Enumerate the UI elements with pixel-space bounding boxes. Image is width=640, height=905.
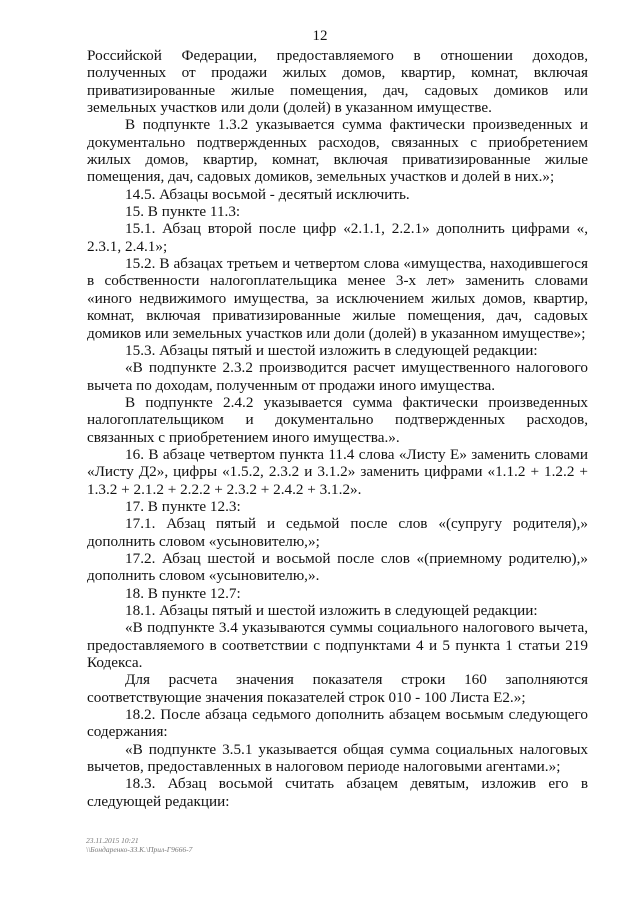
document-body	[87, 47, 588, 810]
paragraph: 18.1. Абзацы пятый и шестой изложить в следующей редакции:	[125, 602, 538, 619]
file-footer	[86, 836, 192, 854]
paragraph: 15.2. В абзацах третьем и четвертом слова «имущества, находившегося в собственности налогоплательщика менее 3-х лет» заменить словами «иного недвижимого имущества, за исключением жилых домов, квартир, комнат, включая приватизированные жилые помещения, дач, садовых домиков или земельных участков или доли (долей) в указанном имуществе»;	[87, 255, 588, 342]
paragraph: 15.1. Абзац второй после цифр «2.1.1, 2.2.1» дополнить цифрами «, 2.3.1, 2.4.1»;	[87, 220, 588, 255]
page-number: 12	[312, 28, 328, 44]
paragraph: 14.5. Абзацы восьмой - десятый исключить.	[125, 185, 410, 203]
paragraph: «В подпункте 2.3.2 производится расчет имущественного налогового вычета по доходам, полученным от продажи иного имущества.	[87, 359, 588, 394]
paragraph: Российской Федерации, предоставляемого в отношении доходов, полученных от продажи жилых домов, квартир, комнат, включая приватизированные жилые помещения, дач, садовых домиков или земельных участков или доли (долей) в указанном имуществе.	[87, 47, 588, 117]
paragraph: 15. В пункте 11.3:	[125, 203, 241, 221]
paragraph: 17.1. Абзац пятый и седьмой после слов «(супругу родителя),» дополнить словом «усыновителю,»;	[87, 515, 588, 550]
paragraph: 17. В пункте 12.3:	[125, 497, 241, 515]
paragraph: В подпункте 2.4.2 указывается сумма фактически произведенных налогоплательщиком и документально подтвержденных расходов, связанных с приобретением иного имущества.».	[87, 393, 588, 446]
paragraph: 16. В абзаце четвертом пункта 11.4 слова «Листу Е» заменить словами «Листу Д2», цифры «1.5.2, 2.3.2 и 3.1.2» заменить цифрами «1.1.2 + 1.2.2 + 1.3.2 + 2.1.2 + 2.2.2 + 2.3.2 + 2.4.2 + 3.1.2».	[87, 445, 588, 498]
paragraph: 18.2. После абзаца седьмого дополнить абзацем восьмым следующего содержания:	[87, 706, 588, 741]
paragraph: 15.3. Абзацы пятый и шестой изложить в следующей редакции:	[125, 341, 538, 359]
paragraph: Для расчета значения показателя строки 160 заполняются соответствующие значения показателей строк 010 - 100 Листа Е2.»;	[87, 671, 588, 706]
paragraph: «В подпункте 3.4 указываются суммы социального налогового вычета, предоставляемого в соответствии с подпунктами 4 и 5 пункта 1 статьи 219 Кодекса.	[87, 619, 588, 672]
paragraph: 17.2. Абзац шестой и восьмой после слов «(приемному родителю),» дополнить словом «усыновителю,».	[87, 549, 588, 585]
paragraph: «В подпункте 3.5.1 указывается общая сумма социальных налоговых вычетов, предоставленных в налоговом периоде налоговыми агентами.»;	[87, 740, 588, 776]
footer-timestamp: 23.11.2015 10:21	[86, 836, 139, 845]
paragraph: 18.3. Абзац восьмой считать абзацем девятым, изложив его в следующей редакции:	[87, 775, 588, 810]
paragraph: В подпункте 1.3.2 указывается сумма фактически произведенных и документально подтвержденных расходов, связанных с приобретением жилых домов, квартир, комнат, включая приватизированные жилые помещения, дач, садовых домиков, земельных участков и долей в них.»;	[87, 116, 588, 186]
footer-file-path: \\Бондаренко-ЗЗ.К.\Прил-Г9666-7	[86, 845, 193, 854]
paragraph: 18. В пункте 12.7:	[125, 584, 241, 602]
